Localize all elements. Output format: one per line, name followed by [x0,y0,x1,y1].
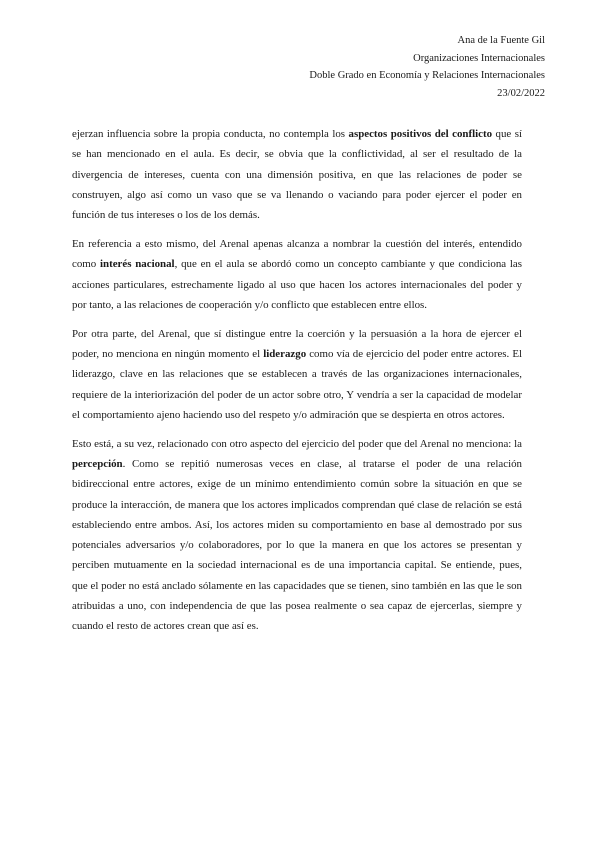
document-body [72,124,522,645]
course-name: Organizaciones Internacionales [413,52,545,64]
paragraph-text: ejerzan influencia sobre la propia conducta, no contempla los [72,128,349,140]
paragraph-text: Esto está, a su vez, relacionado con otro aspecto del ejercicio del poder que del Arenal no menciona: la [72,437,522,450]
paragraph-text: En referencia a esto mismo, del Arenal apenas alcanza a nombrar la cuestión del interés, entendido como [72,237,522,271]
author-name: Ana de la Fuente Gil [457,35,545,46]
paragraph-text: que sí se han mencionado en el aula. Es decir, se obvia que la conflictividad, al ser el resultado de la divergencia de intereses, cuenta con una dimensión positiva, en que las relaciones de poder se construyen, algo así como un vaso que se va llenando o vaciando para poder ejercer el poder en función de tus intereses o los de los demás. [72,128,522,222]
paragraph-text: Por otra parte, del Arenal, que sí distingue entre la coerción y la persuasión a la hora de ejercer el poder, no menciona en ningún momento el [72,327,522,360]
bold-term: percepción [72,457,123,470]
paragraph-2 [72,234,522,315]
page-header [309,32,545,102]
paragraph-text: como vía de ejercicio del poder entre actores. El liderazgo, clave en las relaciones que se establecen a través de las organizaciones internacionales, requiere de la interiorización del poder de un actor sobre otro, Y vendría a ser la capacidad de modelar el comportamiento ajeno haciendo uso del respeto y/o admiración que se despierta en otros actores. [72,347,522,421]
document-date: 23/02/2022 [497,87,545,99]
paragraph-4 [72,434,522,637]
paragraph-3 [72,324,522,425]
bold-term: interés nacional [100,258,175,271]
degree-name: Doble Grado en Economía y Relaciones Internacionales [309,70,545,81]
paragraph-text: , que en el aula se abordó como un concepto cambiante y que condiciona las acciones particulares, estrechamente ligado al uso que hacen los actores internacionales del poder y por tanto, a las relaciones de cooperación y/o conflicto que establecen entre ellos. [72,258,522,311]
paragraph-1 [72,124,522,225]
paragraph-text: . Como se repitió numerosas veces en clase, al tratarse el poder de una relación bidireccional entre actores, exige de un mínimo entendimiento común sobre la situación en que se produce la interacción, de manera que los actores implicados comprendan qué clase de relación se está estableciendo entre ambos. Así, los actores miden su comportamiento en base al demostrado por sus potenciales adversarios y/o colaboradores, por lo que la manera en que los actores se presentan y perciben mutuamente en la sociedad internacional es de una importancia capital. Se entiende, pues, que el poder no está anclado sólamente en las capacidades que se tienen, sino también en las que le son atribuidas a uno, con independencia de que las posea realmente o sea capaz de ejercerlas, siempre y cuando el resto de actores crean que así es. [72,457,522,633]
bold-term: aspectos positivos del conflicto [348,128,493,140]
bold-term: liderazgo [263,347,307,360]
